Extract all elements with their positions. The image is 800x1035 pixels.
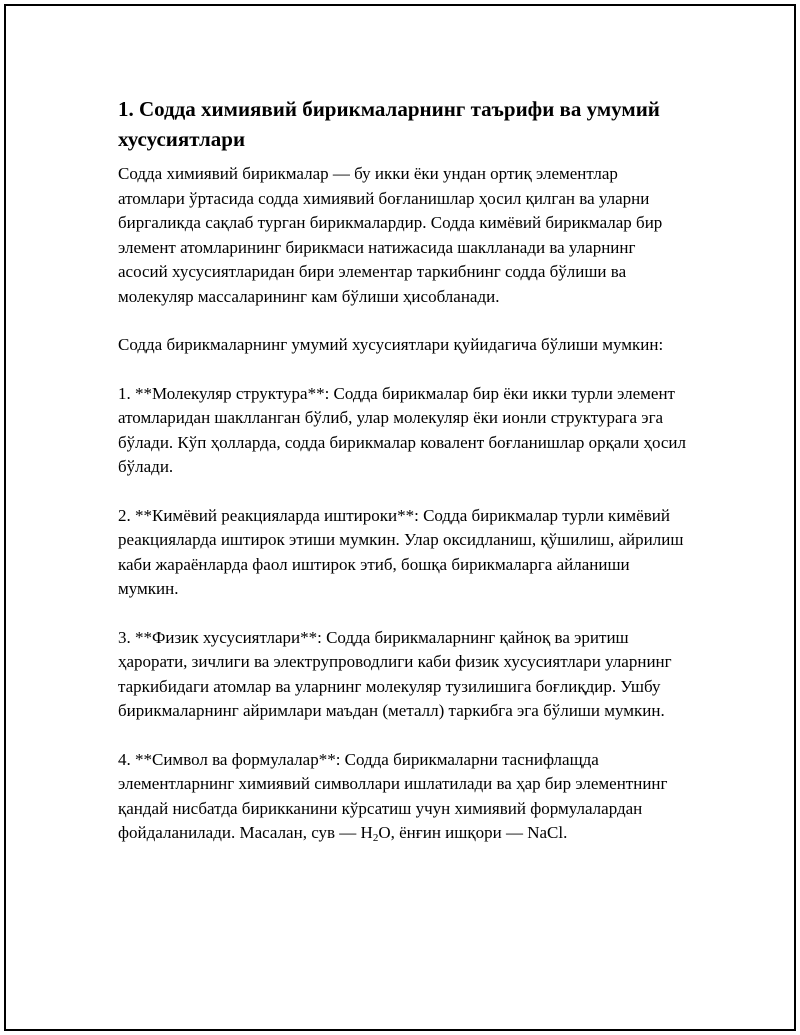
document-title: 1. Содда химиявий бирикмаларнинг таърифи ва умумий хусусиятлари [118,97,660,151]
paragraph-item-4 [118,748,688,846]
water-formula-subscript: 2 [372,832,379,844]
paragraph-item-4-tail: O, ёнғин ишқори — NaCl. [378,823,568,842]
paragraph-item-4-text: 4. **Символ ва формулалар**: Содда бирикмаларни таснифлащда элементларнинг химиявий символлари ишлатилади ва ҳар бир элементнинг қандай нисбатда бирикканини кўрсатиш учун химиявий формулалардан фойдаланилади. Масалан, сув — H [118,749,668,842]
paragraph-item-1: 1. **Молекуляр структура**: Содда бирикмалар бир ёки икки турли элемент атомларидан шаклланган бўлиб, улар молекуляр ёки ионли структурага эга бўлади. Кўп ҳолларда, содда бирикмалар ковалент боғланишлар орқали ҳосил бўлади. [118,383,686,476]
paragraph-intro-list: Содда бирикмаларнинг умумий хусусиятлари қуйидагича бўлиши мумкин: [118,335,664,354]
paragraph-definition: Содда химиявий бирикмалар — бу икки ёки ундан ортиқ элементлар атомлари ўртасида содда химиявий боғланишлар ҳосил қилган ва уларни биргаликда сақлаб турган бирикмалардир. Содда кимёвий бирикмалар бир элемент атомларининг бирикмаси натижасида шаклланади ва уларнинг асосий хусусиятларидан бири элементар таркибнинг содда бўлиши ва молекуляр массаларининг кам бўлиши ҳисобланади. [118,164,663,306]
document-body [118,94,688,870]
paragraph-item-3: 3. **Физик хусусиятлари**: Содда бирикмаларнинг қайноқ ва эритиш ҳарорати, зичлиги ва электрупроводлиги каби физик хусусиятлари уларнинг таркибидаги атомлар ва уларнинг молекуляр тузилишига боғлиқдир. Ушбу бирикмаларнинг айримлари маъдан (металл) таркибга эга бўлиши мумкин. [118,627,672,720]
paragraph-item-2: 2. **Кимёвий реакцияларда иштироки**: Содда бирикмалар турли кимёвий реакцияларда иштирок этиши мумкин. Улар оксидланиш, қўшилиш, айрилиш каби жараёнларда фаол иштирок этиб, бошқа бирикмаларга айланиши мумкин. [118,505,684,598]
